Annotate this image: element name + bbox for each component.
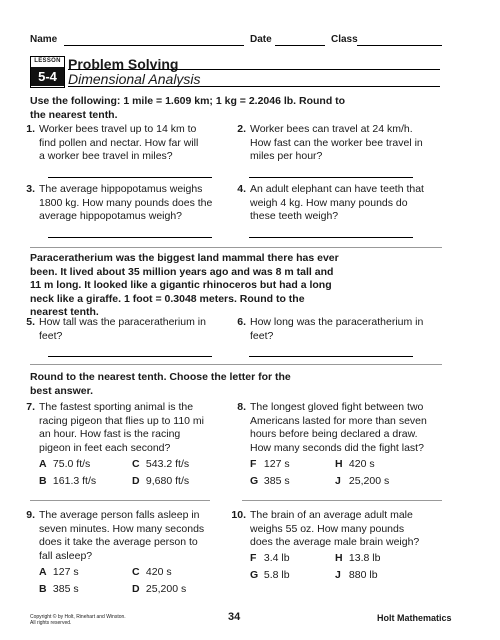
question-text-line: Worker bees can travel at 24 km/h. <box>250 123 413 135</box>
question-number: 10. <box>231 509 246 521</box>
choice-h[interactable]: H 13.8 lb <box>335 552 381 564</box>
choice-b[interactable]: B 385 s <box>39 583 79 595</box>
question-text-line: find pollen and nectar. How far will <box>39 136 199 149</box>
choice-f[interactable]: F 127 s <box>250 458 290 470</box>
copyright <box>30 614 126 626</box>
instructions-1-line: Use the following: 1 mile = 1.609 km; 1 kg = 2.2046 lb. Round to <box>30 95 346 107</box>
question-text-line: feet? <box>39 329 63 342</box>
choice-j[interactable]: J 880 lb <box>335 569 378 581</box>
section-divider <box>30 364 442 365</box>
choice-c[interactable]: C 420 s <box>132 566 172 578</box>
publisher: Holt Mathematics <box>377 613 452 623</box>
question-number: 5. <box>26 316 35 328</box>
page-subtitle: Dimensional Analysis <box>68 71 201 87</box>
instructions-3-line: Round to the nearest tenth. Choose the letter for the <box>30 371 291 383</box>
date-field[interactable] <box>275 45 325 46</box>
question-text-line: racing pigeon that flies up to 110 mi <box>39 414 204 427</box>
question-text-line: How tall was the paraceratherium in <box>39 316 206 328</box>
question-text-line: weighs 55 oz. How many pounds <box>250 522 405 535</box>
question-text-line: The fastest sporting animal is the <box>39 401 194 413</box>
question-number: 3. <box>26 183 35 195</box>
question-text-line: does it take the average person to <box>39 536 198 548</box>
instructions-2-line: nearest tenth. <box>30 306 99 318</box>
question-number: 9. <box>26 509 35 521</box>
question-text-line: hours before being declared a draw. <box>250 428 418 440</box>
question-text-line: weigh 4 kg. How many pounds do <box>250 196 408 209</box>
question-1 <box>21 123 226 183</box>
question-text-line: a worker bee travel in miles? <box>39 150 173 162</box>
question-text-line: Worker bees travel up to 14 km to <box>39 123 197 135</box>
question-divider <box>30 500 210 501</box>
lesson-word: LESSON <box>34 58 61 64</box>
question-3 <box>21 183 226 243</box>
lesson-badge <box>30 56 65 88</box>
question-text-line: these teeth weigh? <box>250 210 339 222</box>
question-text-line: How fast can the worker bee travel in <box>250 136 423 149</box>
choice-h[interactable]: H 420 s <box>335 458 375 470</box>
question-text-line: The brain of an average adult male <box>250 509 413 521</box>
instructions-2 <box>30 252 339 320</box>
title-rule <box>68 69 440 70</box>
section-divider <box>30 247 442 248</box>
question-text-line: miles per hour? <box>250 150 323 162</box>
question-text-line: 1800 kg. How many pounds does the <box>39 196 213 209</box>
instructions-3-line: best answer. <box>30 384 94 397</box>
choice-j[interactable]: J 25,200 s <box>335 475 390 487</box>
date-label: Date <box>250 34 272 45</box>
class-label: Class <box>331 34 358 45</box>
question-text-line: an hour. How fast is the racing <box>39 428 181 440</box>
question-text-line: Americans lasted for more than seven <box>250 414 427 427</box>
question-number: 2. <box>237 123 246 135</box>
subtitle-rule <box>68 86 440 87</box>
question-text-line: The average hippopotamus weighs <box>39 183 203 195</box>
answer-line-3[interactable] <box>48 237 212 238</box>
answer-line-1[interactable] <box>48 177 212 178</box>
question-text-line: average hippopotamus weigh? <box>39 210 183 222</box>
lesson-number: 5-4 <box>31 67 64 86</box>
question-number: 4. <box>237 183 246 195</box>
copyright-line: All rights reserved. <box>30 620 72 626</box>
choice-g[interactable]: G 5.8 lb <box>250 569 290 581</box>
instructions-2-line: 11 m long. It looked like a gigantic rhinoceros but had a long <box>30 279 332 291</box>
choice-a[interactable]: A 75.0 ft/s <box>39 458 91 470</box>
question-text-line: does the average male brain weigh? <box>250 536 420 548</box>
instructions-1-line: the nearest tenth. <box>30 108 118 121</box>
name-field[interactable] <box>64 45 244 46</box>
question-text-line: How long was the paraceratherium in <box>250 316 424 328</box>
question-4 <box>232 183 447 243</box>
instructions-2-line: neck like a giraffe. 1 foot = 0.3048 meters. Round to the <box>30 292 305 305</box>
choice-c[interactable]: C 543.2 ft/s <box>132 458 190 470</box>
copyright-line: Copyright © by Holt, Rinehart and Winston. <box>30 614 126 620</box>
question-number: 1. <box>26 123 35 135</box>
question-number: 8. <box>237 401 246 413</box>
choice-d[interactable]: D 9,680 ft/s <box>132 475 190 487</box>
question-text-line: pigeon in feet each second? <box>39 441 171 454</box>
question-text-line: seven minutes. How many seconds <box>39 522 205 535</box>
choice-a[interactable]: A 127 s <box>39 566 79 578</box>
question-text-line: feet? <box>250 329 274 342</box>
choice-g[interactable]: G 385 s <box>250 475 290 487</box>
question-2 <box>232 123 447 183</box>
class-field[interactable] <box>357 45 442 46</box>
name-label: Name <box>30 34 58 45</box>
answer-line-5[interactable] <box>48 356 212 357</box>
question-5 <box>21 316 226 346</box>
instructions-2-line: been. It lived about 35 million years ago and was 8 m tall and <box>30 265 334 278</box>
instructions-2-line: Paraceratherium was the biggest land mammal there has ever <box>30 252 339 264</box>
answer-line-6[interactable] <box>249 356 413 357</box>
question-text-line: How many seconds did the fight last? <box>250 441 424 454</box>
question-divider <box>242 500 442 501</box>
choice-d[interactable]: D 25,200 s <box>132 583 187 595</box>
choice-b[interactable]: B 161.3 ft/s <box>39 475 97 487</box>
answer-line-2[interactable] <box>249 177 413 178</box>
choice-f[interactable]: F 3.4 lb <box>250 552 290 564</box>
question-number: 7. <box>26 401 35 413</box>
question-number: 6. <box>237 316 246 328</box>
question-6 <box>232 316 447 346</box>
page-number: 34 <box>228 611 241 623</box>
page-title: Problem Solving <box>68 56 179 72</box>
question-text-line: fall asleep? <box>39 549 93 562</box>
answer-line-4[interactable] <box>249 237 413 238</box>
question-text-line: An adult elephant can have teeth that <box>250 183 424 195</box>
instructions-1 <box>30 95 345 122</box>
question-text-line: The average person falls asleep in <box>39 509 200 521</box>
question-text-line: The longest gloved fight between two <box>250 401 424 413</box>
instructions-3 <box>30 371 291 398</box>
